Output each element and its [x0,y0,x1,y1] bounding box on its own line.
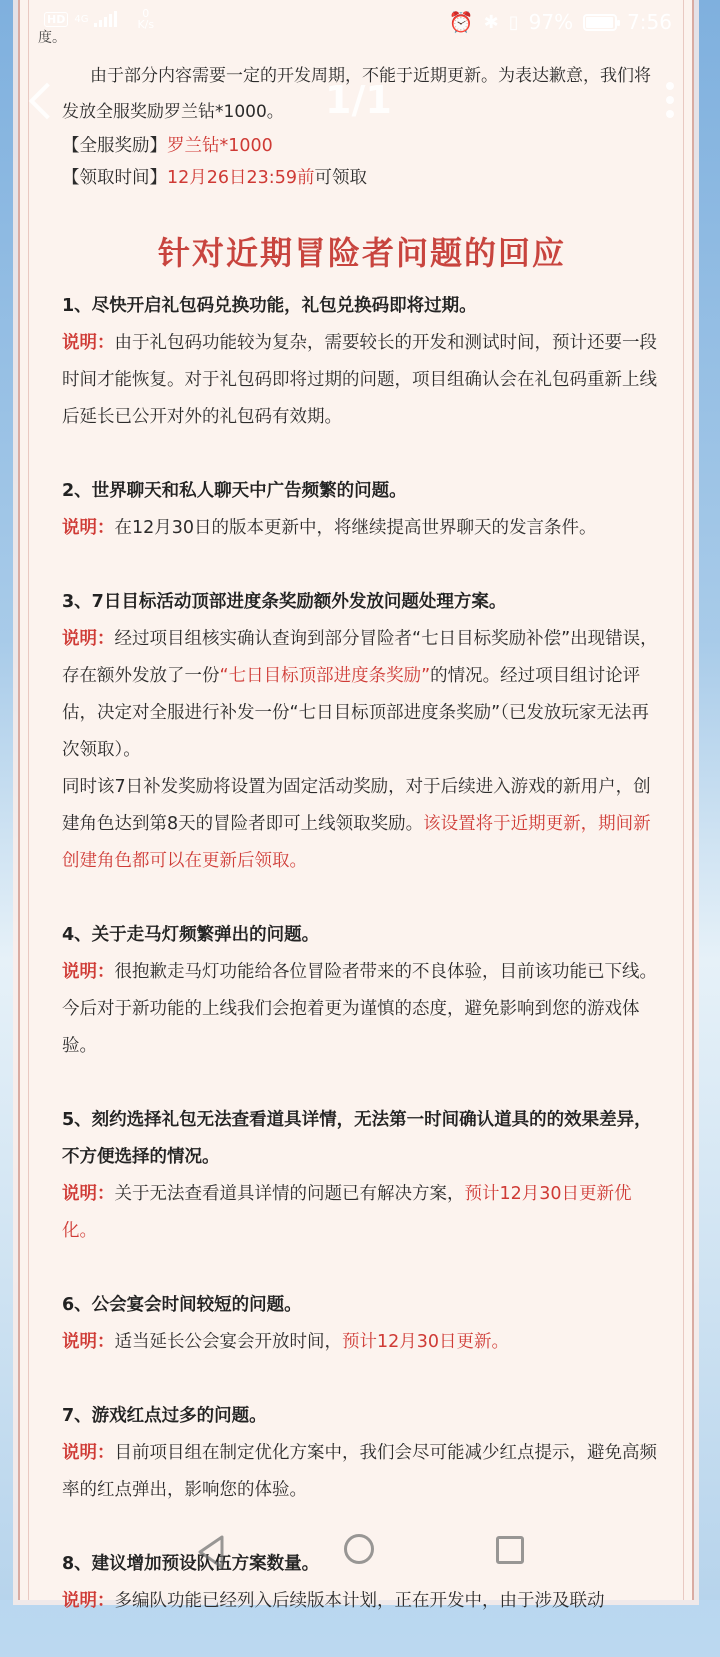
note-label: 说明： [62,333,115,353]
announcement-content [38,28,662,1657]
issue-highlight: 预计12月30日更新。 [342,1332,510,1352]
issue-text: 由于礼包码功能较为复杂，需要较长的开发和测试时间，预计还要一段时间才能恢复。对于礼包码即将过期的问题，项目组确认会在礼包码重新上线后延长已公开对外的礼包码有效期。 [62,333,657,427]
issue-item-1 [62,288,662,436]
more-options-icon[interactable] [666,82,674,118]
issue-text: 在12月30日的版本更新中，将继续提高世界聊天的发言条件。 [114,518,597,538]
issue-highlight: 预计12月30日更新优化。 [62,1184,632,1241]
issue-body [62,1324,662,1361]
issue-title: 2、世界聊天和私人聊天中广告频繁的问题。 [62,481,407,501]
vibrate-icon: ▯ [508,11,519,33]
issue-extra-text: 同时该7日补发奖励将设置为固定活动奖励，对于后续进入游戏的新用户，创建角色达到第8天的冒险者即可上线领取奖励。 [62,777,651,834]
reward-label: 【全服奖励】 [62,136,167,156]
issue-body [62,325,662,436]
issue-item-6 [62,1287,662,1361]
issue-title: 8、建议增加预设队伍方案数量。 [62,1554,320,1574]
battery-percent: 97% [528,10,574,34]
claim-time-value: 12月26日23:59前 [167,168,315,188]
issue-body [62,954,662,1065]
nav-home-icon[interactable] [344,1534,374,1564]
issue-text: 目前项目组在制定优化方案中，我们会尽可能减少红点提示，避免高频率的红点弹出，影响您的体验。 [62,1443,657,1500]
alarm-icon: ⏰ [448,10,474,34]
article-title: 针对近期冒险者问题的回应 [157,234,566,272]
issue-title: 6、公会宴会时间较短的问题。 [62,1295,302,1315]
issue-text: 适当延长公会宴会开放时间， [114,1332,342,1352]
bluetooth-icon: ✱ [483,11,499,33]
note-label: 说明： [62,1443,115,1463]
note-label: 说明： [62,629,115,649]
issue-body [62,1435,662,1509]
nav-back-icon[interactable] [196,1534,226,1570]
speed-unit: K/s [137,18,155,31]
claim-time-suffix: 可领取 [314,168,367,188]
note-label: 说明： [62,518,115,538]
network-type: 4G [74,13,89,25]
page-counter: 1/1 [325,78,392,122]
issue-text: 多编队功能已经列入后续版本计划，正在开发中，由于涉及联动 [114,1591,605,1611]
issue-item-4 [62,917,662,1065]
issue-body [62,510,662,547]
issue-text: 经过项目组核实确认查询到部分冒险者“七日目标奖励补偿”出现错误，存在额外发放了一份 [62,629,658,686]
issue-title: 1、尽快开启礼包码兑换功能，礼包兑换码即将过期。 [62,296,477,316]
issue-highlight: “七日目标顶部进度条奖励” [219,666,431,686]
note-label: 说明： [62,1184,115,1204]
issue-text: 关于无法查看道具详情的问题已有解决方案， [114,1184,465,1204]
issue-title: 7、游戏红点过多的问题。 [62,1406,267,1426]
network-speed [137,8,154,30]
battery-fill [586,17,613,28]
note-label: 说明： [62,1591,115,1611]
intro-cut-line: 度。 [38,30,66,46]
issue-title: 4、关于走马灯频繁弹出的问题。 [62,925,320,945]
issue-body [62,621,662,769]
issue-extra [62,769,662,880]
battery-icon [583,14,617,31]
status-bar [0,0,720,46]
issue-item-7 [62,1398,662,1509]
clock: 7:56 [627,10,672,34]
nav-recent-apps-icon[interactable] [496,1536,524,1564]
status-bar-right [449,10,672,34]
reward-line [62,130,662,162]
note-label: 说明： [62,1332,115,1352]
issue-title: 5、刻约选择礼包无法查看道具详情，无法第一时间确认道具的的效果差异，不方便选择的情况。 [62,1110,652,1167]
issue-item-2 [62,473,662,547]
issue-item-5 [62,1102,662,1250]
navigation-bar [0,1520,720,1600]
issue-text: 很抱歉走马灯功能给各位冒险者带来的不良体验，目前该功能已下线。今后对于新功能的上线我们会抱着更为谨慎的态度，避免影响到您的游戏体验。 [62,962,657,1056]
issue-text: 的情况。经过项目组讨论评估，决定对全服进行补发一份“七日目标顶部进度条奖励”（已发放玩家无法再次领取）。 [62,666,649,760]
intro-paragraph: 由于部分内容需要一定的开发周期，不能于近期更新。为表达歉意，我们将发放全服奖励罗兰钻*1000。 [62,66,651,122]
signal-icon [94,11,117,27]
hd-badge: HD [44,12,68,27]
note-label: 说明： [62,962,115,982]
issue-item-3 [62,584,662,880]
status-bar-left [44,8,154,30]
right-background-art [690,0,720,1600]
claim-time-label: 【领取时间】 [62,168,167,188]
issue-body [62,1176,662,1250]
speed-value: 0 [142,7,150,20]
issue-extra-highlight: 该设置将于近期更新，期间新创建角色都可以在更新后领取。 [62,814,651,871]
claim-time-line [62,162,662,194]
reward-value: 罗兰钻*1000 [167,136,273,156]
issue-title: 3、7日目标活动顶部进度条奖励额外发放问题处理方案。 [62,592,507,612]
